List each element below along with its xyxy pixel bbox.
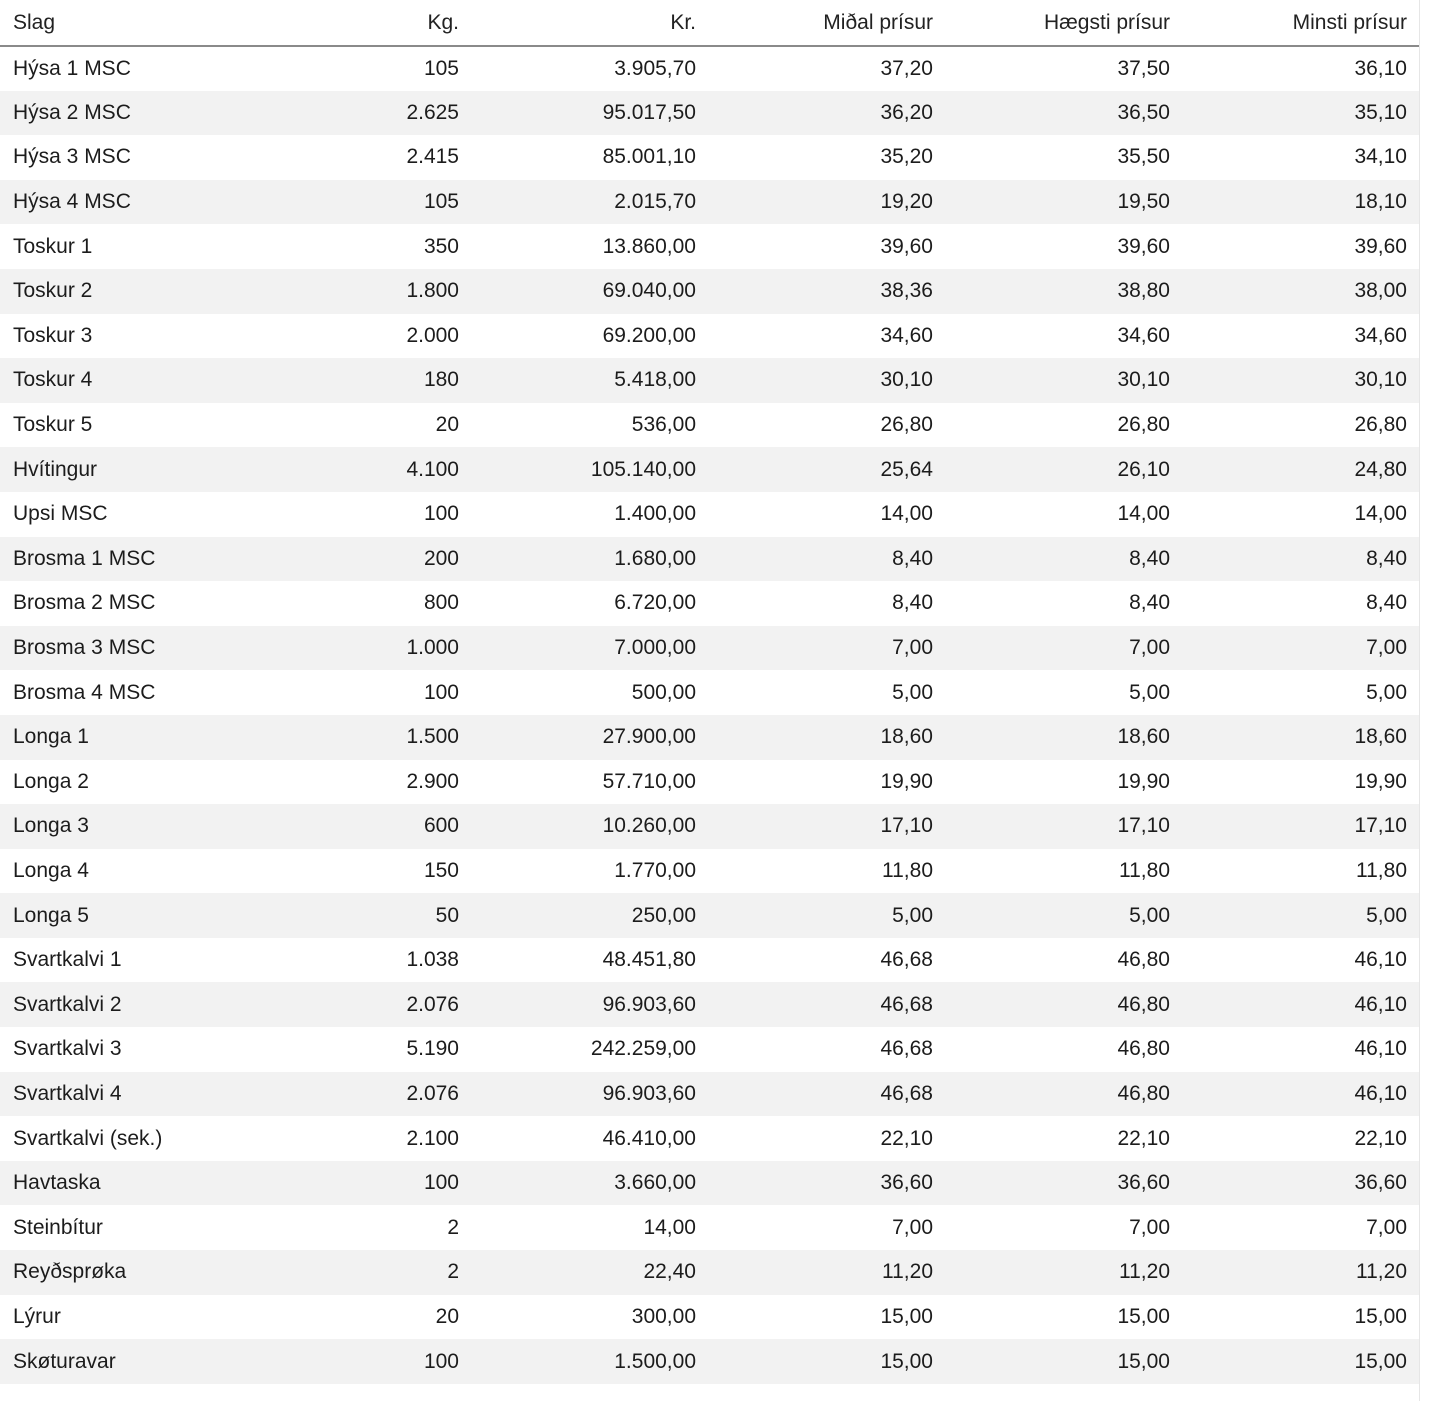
header-midal-prisur[interactable]: Miðal prísur xyxy=(709,0,946,46)
table-row xyxy=(0,1250,1420,1295)
table-body xyxy=(0,46,1420,1384)
cell-haegsti-prisur: 36,60 xyxy=(1117,1171,1170,1195)
cell-minsti-prisur: 5,00 xyxy=(1366,680,1407,704)
cell-kr: 5.418,00 xyxy=(614,368,696,392)
cell-midal-prisur: 14,00 xyxy=(880,502,933,526)
cell-kr: 3.905,70 xyxy=(614,56,696,80)
cell-haegsti-prisur: 46,80 xyxy=(1117,992,1170,1016)
cell-slag: Svartkalvi 1 xyxy=(13,948,122,972)
cell-slag: Steinbítur xyxy=(13,1215,103,1239)
cell-kg: 2.000 xyxy=(406,323,459,347)
cell-minsti-prisur: 7,00 xyxy=(1366,636,1407,660)
cell-kg: 20 xyxy=(435,413,459,437)
cell-kg: 2.076 xyxy=(406,992,459,1016)
cell-kg: 50 xyxy=(435,903,459,927)
table-row xyxy=(0,760,1420,805)
table-row xyxy=(0,581,1420,626)
cell-midal-prisur: 25,64 xyxy=(880,457,933,481)
cell-minsti-prisur: 19,90 xyxy=(1354,769,1407,793)
cell-midal-prisur: 39,60 xyxy=(880,234,933,258)
cell-midal-prisur: 46,68 xyxy=(880,992,933,1016)
table-row xyxy=(0,938,1420,983)
cell-midal-prisur: 22,10 xyxy=(880,1126,933,1150)
cell-haegsti-prisur: 15,00 xyxy=(1117,1304,1170,1328)
table-row xyxy=(0,1339,1420,1384)
cell-kr: 242.259,00 xyxy=(590,1037,696,1061)
cell-haegsti-prisur: 11,20 xyxy=(1119,1260,1170,1284)
cell-minsti-prisur: 18,60 xyxy=(1354,725,1407,749)
cell-haegsti-prisur: 39,60 xyxy=(1117,234,1170,258)
cell-slag: Brosma 3 MSC xyxy=(13,636,156,660)
table-row xyxy=(0,626,1420,671)
cell-midal-prisur: 7,00 xyxy=(892,636,933,660)
table-row xyxy=(0,715,1420,760)
header-minsti-prisur[interactable]: Minsti prísur xyxy=(1183,0,1420,46)
cell-slag: Toskur 1 xyxy=(13,234,93,258)
table-row xyxy=(0,180,1420,225)
cell-kr: 1.500,00 xyxy=(614,1349,696,1373)
table-row xyxy=(0,537,1420,582)
table-row xyxy=(0,314,1420,359)
cell-kr: 96.903,60 xyxy=(602,992,696,1016)
cell-haegsti-prisur: 19,90 xyxy=(1117,769,1170,793)
cell-slag: Brosma 4 MSC xyxy=(13,680,156,704)
cell-haegsti-prisur: 38,80 xyxy=(1117,279,1170,303)
cell-kr: 250,00 xyxy=(631,903,696,927)
cell-midal-prisur: 38,36 xyxy=(880,279,933,303)
cell-midal-prisur: 15,00 xyxy=(880,1349,933,1373)
cell-kg: 1.000 xyxy=(406,636,459,660)
cell-slag: Svartkalvi (sek.) xyxy=(13,1126,163,1150)
cell-midal-prisur: 19,20 xyxy=(880,190,933,214)
cell-slag: Upsi MSC xyxy=(13,502,108,526)
cell-minsti-prisur: 46,10 xyxy=(1354,948,1407,972)
cell-minsti-prisur: 14,00 xyxy=(1354,502,1407,526)
cell-haegsti-prisur: 11,80 xyxy=(1119,858,1170,882)
cell-minsti-prisur: 39,60 xyxy=(1354,234,1407,258)
table-row xyxy=(0,403,1420,448)
cell-midal-prisur: 5,00 xyxy=(892,680,933,704)
cell-kr: 85.001,10 xyxy=(602,145,696,169)
cell-minsti-prisur: 35,10 xyxy=(1354,100,1407,124)
table-row xyxy=(0,849,1420,894)
cell-kg: 105 xyxy=(423,56,459,80)
cell-haegsti-prisur: 8,40 xyxy=(1129,546,1170,570)
cell-slag: Hvítingur xyxy=(13,457,98,481)
cell-minsti-prisur: 18,10 xyxy=(1354,190,1407,214)
cell-haegsti-prisur: 7,00 xyxy=(1129,1215,1170,1239)
cell-haegsti-prisur: 14,00 xyxy=(1117,502,1170,526)
header-kg[interactable]: Kg. xyxy=(230,0,472,46)
cell-minsti-prisur: 36,10 xyxy=(1354,56,1407,80)
cell-midal-prisur: 35,20 xyxy=(880,145,933,169)
header-kr[interactable]: Kr. xyxy=(472,0,709,46)
cell-slag: Skøturavar xyxy=(13,1349,116,1373)
cell-slag: Toskur 3 xyxy=(13,323,93,347)
cell-minsti-prisur: 5,00 xyxy=(1366,903,1407,927)
cell-slag: Toskur 2 xyxy=(13,279,93,303)
cell-kg: 180 xyxy=(423,368,459,392)
cell-midal-prisur: 34,60 xyxy=(880,323,933,347)
cell-midal-prisur: 19,90 xyxy=(880,769,933,793)
cell-slag: Svartkalvi 4 xyxy=(13,1081,122,1105)
cell-slag: Longa 3 xyxy=(13,814,89,838)
cell-kg: 100 xyxy=(423,1349,459,1373)
cell-slag: Hýsa 1 MSC xyxy=(13,56,131,80)
cell-haegsti-prisur: 37,50 xyxy=(1117,56,1170,80)
cell-slag: Hýsa 3 MSC xyxy=(13,145,131,169)
cell-minsti-prisur: 46,10 xyxy=(1354,992,1407,1016)
cell-haegsti-prisur: 46,80 xyxy=(1117,1081,1170,1105)
cell-kr: 3.660,00 xyxy=(614,1171,696,1195)
cell-midal-prisur: 46,68 xyxy=(880,1037,933,1061)
cell-minsti-prisur: 34,10 xyxy=(1354,145,1407,169)
cell-minsti-prisur: 26,80 xyxy=(1354,413,1407,437)
cell-kg: 100 xyxy=(423,502,459,526)
cell-kg: 100 xyxy=(423,680,459,704)
cell-kg: 2.100 xyxy=(406,1126,459,1150)
table-row xyxy=(0,1072,1420,1117)
cell-minsti-prisur: 46,10 xyxy=(1354,1037,1407,1061)
cell-midal-prisur: 46,68 xyxy=(880,1081,933,1105)
cell-midal-prisur: 5,00 xyxy=(892,903,933,927)
table-row xyxy=(0,804,1420,849)
cell-minsti-prisur: 15,00 xyxy=(1354,1304,1407,1328)
cell-minsti-prisur: 30,10 xyxy=(1354,368,1407,392)
cell-kr: 300,00 xyxy=(631,1304,696,1328)
cell-haegsti-prisur: 8,40 xyxy=(1129,591,1170,615)
cell-kr: 10.260,00 xyxy=(602,814,696,838)
cell-minsti-prisur: 15,00 xyxy=(1354,1349,1407,1373)
cell-kr: 22,40 xyxy=(643,1260,696,1284)
cell-minsti-prisur: 11,80 xyxy=(1356,858,1407,882)
table-row xyxy=(0,1027,1420,1072)
cell-kr: 2.015,70 xyxy=(614,190,696,214)
cell-kr: 95.017,50 xyxy=(602,100,696,124)
cell-minsti-prisur: 36,60 xyxy=(1354,1171,1407,1195)
cell-kr: 46.410,00 xyxy=(602,1126,696,1150)
cell-kg: 1.800 xyxy=(406,279,459,303)
header-row xyxy=(0,0,1420,46)
cell-kr: 69.200,00 xyxy=(602,323,696,347)
cell-midal-prisur: 15,00 xyxy=(880,1304,933,1328)
cell-slag: Longa 5 xyxy=(13,903,89,927)
table-header xyxy=(0,0,1420,46)
table-row xyxy=(0,670,1420,715)
cell-kr: 1.770,00 xyxy=(614,858,696,882)
cell-slag: Longa 1 xyxy=(13,725,89,749)
cell-minsti-prisur: 22,10 xyxy=(1354,1126,1407,1150)
cell-midal-prisur: 17,10 xyxy=(880,814,933,838)
cell-kr: 14,00 xyxy=(643,1215,696,1239)
cell-kg: 20 xyxy=(435,1304,459,1328)
cell-midal-prisur: 8,40 xyxy=(892,591,933,615)
cell-haegsti-prisur: 5,00 xyxy=(1129,903,1170,927)
cell-haegsti-prisur: 5,00 xyxy=(1129,680,1170,704)
cell-midal-prisur: 18,60 xyxy=(880,725,933,749)
cell-midal-prisur: 46,68 xyxy=(880,948,933,972)
table-row xyxy=(0,492,1420,537)
cell-haegsti-prisur: 19,50 xyxy=(1117,190,1170,214)
cell-haegsti-prisur: 30,10 xyxy=(1117,368,1170,392)
cell-minsti-prisur: 34,60 xyxy=(1354,323,1407,347)
cell-minsti-prisur: 8,40 xyxy=(1366,546,1407,570)
cell-slag: Hýsa 2 MSC xyxy=(13,100,131,124)
cell-midal-prisur: 11,80 xyxy=(882,858,933,882)
cell-kg: 1.038 xyxy=(406,948,459,972)
cell-midal-prisur: 36,20 xyxy=(880,100,933,124)
cell-haegsti-prisur: 35,50 xyxy=(1117,145,1170,169)
table-row xyxy=(0,224,1420,269)
cell-kr: 7.000,00 xyxy=(614,636,696,660)
cell-kg: 2.415 xyxy=(406,145,459,169)
cell-slag: Lýrur xyxy=(13,1304,61,1328)
cell-kr: 13.860,00 xyxy=(602,234,696,258)
cell-kg: 1.500 xyxy=(406,725,459,749)
cell-minsti-prisur: 38,00 xyxy=(1354,279,1407,303)
cell-kg: 200 xyxy=(423,546,459,570)
cell-kr: 48.451,80 xyxy=(602,948,696,972)
cell-haegsti-prisur: 15,00 xyxy=(1117,1349,1170,1373)
cell-slag: Brosma 2 MSC xyxy=(13,591,156,615)
header-haegsti-prisur[interactable]: Hægsti prísur xyxy=(946,0,1183,46)
table-row xyxy=(0,91,1420,136)
cell-haegsti-prisur: 7,00 xyxy=(1129,636,1170,660)
cell-midal-prisur: 30,10 xyxy=(880,368,933,392)
cell-midal-prisur: 37,20 xyxy=(880,56,933,80)
cell-slag: Hýsa 4 MSC xyxy=(13,190,131,214)
cell-slag: Havtaska xyxy=(13,1171,101,1195)
table-row xyxy=(0,1295,1420,1340)
cell-kg: 2.900 xyxy=(406,769,459,793)
cell-kg: 600 xyxy=(423,814,459,838)
table-row xyxy=(0,982,1420,1027)
cell-midal-prisur: 26,80 xyxy=(880,413,933,437)
cell-minsti-prisur: 17,10 xyxy=(1354,814,1407,838)
cell-kr: 6.720,00 xyxy=(614,591,696,615)
cell-kg: 105 xyxy=(423,190,459,214)
table-row xyxy=(0,447,1420,492)
cell-slag: Longa 4 xyxy=(13,858,89,882)
cell-kr: 1.400,00 xyxy=(614,502,696,526)
cell-slag: Brosma 1 MSC xyxy=(13,546,156,570)
cell-kr: 69.040,00 xyxy=(602,279,696,303)
table-row xyxy=(0,893,1420,938)
cell-kr: 27.900,00 xyxy=(602,725,696,749)
cell-minsti-prisur: 11,20 xyxy=(1356,1260,1407,1284)
cell-kg: 800 xyxy=(423,591,459,615)
cell-slag: Toskur 4 xyxy=(13,368,93,392)
table-row xyxy=(0,1116,1420,1161)
table-row xyxy=(0,1205,1420,1250)
cell-haegsti-prisur: 36,50 xyxy=(1117,100,1170,124)
cell-minsti-prisur: 46,10 xyxy=(1354,1081,1407,1105)
header-slag[interactable]: Slag xyxy=(0,0,230,46)
cell-kg: 4.100 xyxy=(406,457,459,481)
cell-minsti-prisur: 24,80 xyxy=(1354,457,1407,481)
cell-kg: 5.190 xyxy=(406,1037,459,1061)
cell-kg: 2.076 xyxy=(406,1081,459,1105)
cell-midal-prisur: 7,00 xyxy=(892,1215,933,1239)
cell-slag: Reyðsprøka xyxy=(13,1260,127,1284)
cell-haegsti-prisur: 26,10 xyxy=(1117,457,1170,481)
cell-kg: 2 xyxy=(447,1215,459,1239)
cell-haegsti-prisur: 17,10 xyxy=(1117,814,1170,838)
cell-slag: Longa 2 xyxy=(13,769,89,793)
cell-haegsti-prisur: 34,60 xyxy=(1117,323,1170,347)
cell-kg: 100 xyxy=(423,1171,459,1195)
cell-slag: Svartkalvi 3 xyxy=(13,1037,122,1061)
cell-kr: 57.710,00 xyxy=(602,769,696,793)
cell-kg: 350 xyxy=(423,234,459,258)
cell-kg: 2 xyxy=(447,1260,459,1284)
cell-midal-prisur: 8,40 xyxy=(892,546,933,570)
cell-slag: Toskur 5 xyxy=(13,413,93,437)
table-row xyxy=(0,1161,1420,1206)
table-row xyxy=(0,135,1420,180)
cell-kr: 500,00 xyxy=(631,680,696,704)
cell-midal-prisur: 36,60 xyxy=(880,1171,933,1195)
cell-kg: 2.625 xyxy=(406,100,459,124)
cell-kr: 96.903,60 xyxy=(602,1081,696,1105)
cell-kr: 1.680,00 xyxy=(614,546,696,570)
cell-haegsti-prisur: 22,10 xyxy=(1117,1126,1170,1150)
cell-minsti-prisur: 8,40 xyxy=(1366,591,1407,615)
cell-haegsti-prisur: 46,80 xyxy=(1117,948,1170,972)
cell-kg: 150 xyxy=(423,858,459,882)
cell-kr: 105.140,00 xyxy=(590,457,696,481)
cell-midal-prisur: 11,20 xyxy=(882,1260,933,1284)
cell-haegsti-prisur: 18,60 xyxy=(1117,725,1170,749)
cell-haegsti-prisur: 26,80 xyxy=(1117,413,1170,437)
table-row xyxy=(0,269,1420,314)
scrollbar-track[interactable] xyxy=(1419,0,1440,1401)
cell-minsti-prisur: 7,00 xyxy=(1366,1215,1407,1239)
cell-haegsti-prisur: 46,80 xyxy=(1117,1037,1170,1061)
cell-kr: 536,00 xyxy=(631,413,696,437)
table-row xyxy=(0,46,1420,91)
cell-slag: Svartkalvi 2 xyxy=(13,992,122,1016)
table-row xyxy=(0,358,1420,403)
